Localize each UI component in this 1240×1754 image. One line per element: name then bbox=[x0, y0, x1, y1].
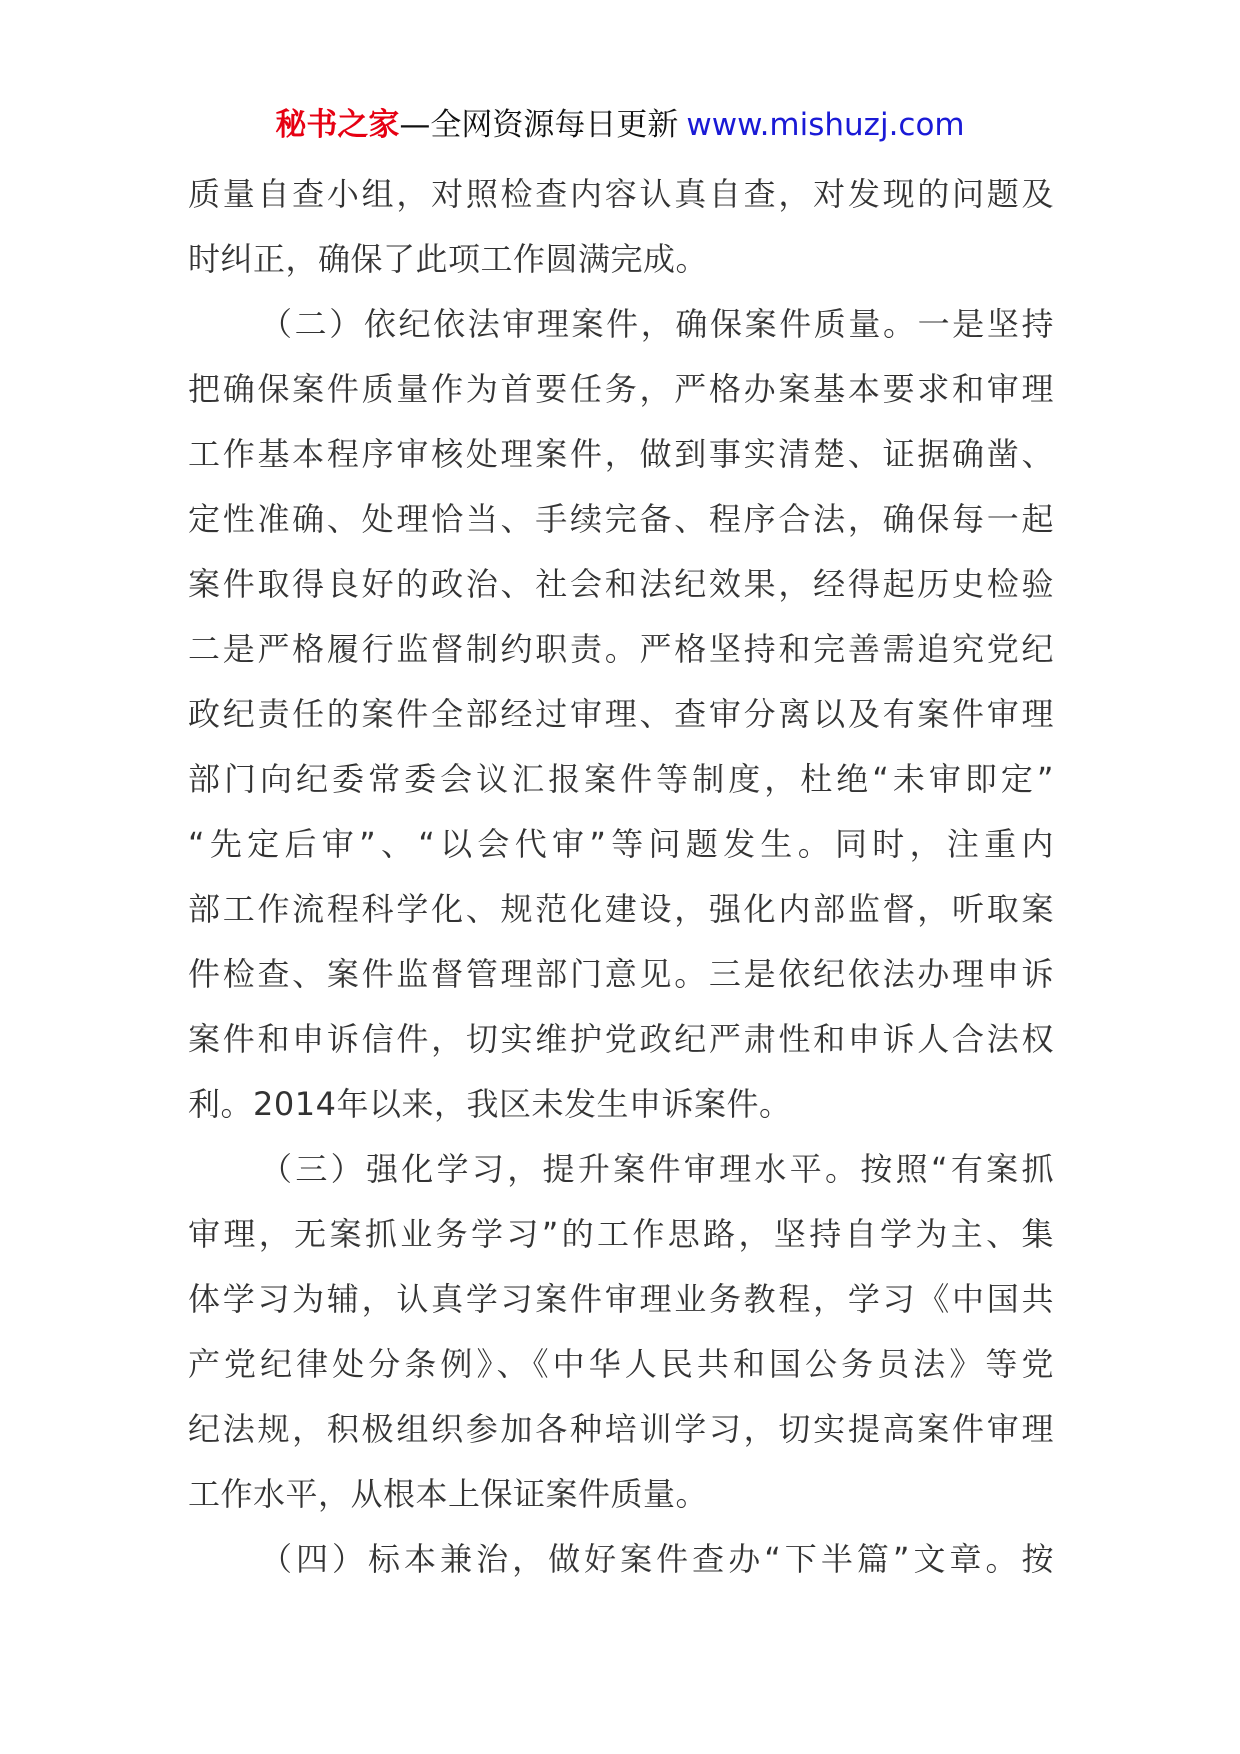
text-line: 工作基本程序审核处理案件，做到事实清楚、证据确凿、 bbox=[188, 435, 1054, 473]
text-line: 案件取得良好的政治、社会和法纪效果，经得起历史检验 bbox=[188, 565, 1054, 603]
text-line: 案件和申诉信件，切实维护党政纪严肃性和申诉人合法权 bbox=[188, 1020, 1054, 1058]
text-line: 部工作流程科学化、规范化建设，强化内部监督，听取案 bbox=[188, 890, 1054, 928]
text-line: 定性准确、处理恰当、手续完备、程序合法，确保每一起 bbox=[188, 500, 1054, 538]
paragraph bbox=[188, 1527, 1054, 1592]
text-line: 时纠正，确保了此项工作圆满完成。 bbox=[188, 240, 709, 278]
paragraph bbox=[188, 162, 1054, 292]
paragraph bbox=[188, 292, 1054, 1137]
text-line: 纪法规，积极组织参加各种培训学习，切实提高案件审理 bbox=[188, 1410, 1054, 1448]
site-brand: 秘书之家 bbox=[275, 107, 400, 143]
text-line: （四）标本兼治，做好案件查办“下半篇”文章。按 bbox=[260, 1540, 1054, 1578]
text-line: 二是严格履行监督制约职责。严格坚持和完善需追究党纪 bbox=[188, 630, 1054, 668]
text-line: 件检查、案件监督管理部门意见。三是依纪依法办理申诉 bbox=[188, 955, 1054, 993]
document-body bbox=[188, 162, 1054, 1592]
text-line: 政纪责任的案件全部经过审理、查审分离以及有案件审理 bbox=[188, 695, 1054, 733]
paragraph bbox=[188, 1137, 1054, 1527]
text-line: 审理，无案抓业务学习”的工作思路，坚持自学为主、集 bbox=[188, 1215, 1054, 1253]
text-line: 利。2014年以来，我区未发生申诉案件。 bbox=[188, 1085, 792, 1123]
text-line: 体学习为辅，认真学习案件审理业务教程，学习《中国共 bbox=[188, 1280, 1054, 1318]
text-line: 把确保案件质量作为首要任务，严格办案基本要求和审理 bbox=[188, 370, 1054, 408]
site-header bbox=[0, 100, 1240, 150]
text-line: 产党纪律处分条例》、《中华人民共和国公务员法》等党 bbox=[188, 1345, 1054, 1383]
site-slogan: —全网资源每日更新 bbox=[399, 107, 679, 143]
text-line: “先定后审”、“以会代审”等问题发生。同时，注重内 bbox=[188, 825, 1054, 863]
text-line: （三）强化学习，提升案件审理水平。按照“有案抓 bbox=[260, 1150, 1054, 1188]
text-line: 工作水平，从根本上保证案件质量。 bbox=[188, 1475, 709, 1513]
text-line: （二）依纪依法审理案件，确保案件质量。一是坚持 bbox=[260, 305, 1054, 343]
site-url-link[interactable]: www.mishuzj.com bbox=[686, 107, 965, 143]
text-line: 部门向纪委常委会议汇报案件等制度，杜绝“未审即定” bbox=[188, 760, 1054, 798]
text-line: 质量自查小组，对照检查内容认真自查，对发现的问题及 bbox=[188, 175, 1054, 213]
